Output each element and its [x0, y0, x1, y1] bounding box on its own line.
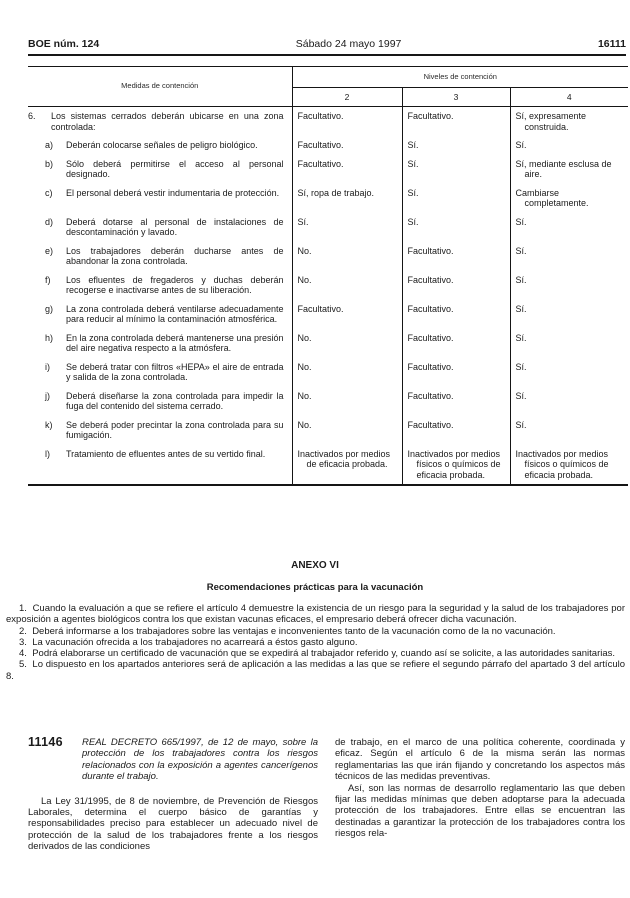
measure-text: Sólo deberá permitirse el acceso al personal designado. [66, 158, 284, 179]
anexo-subtitle: Recomendaciones prácticas para la vacunación [206, 582, 424, 593]
level4-cell: Sí. [510, 387, 628, 416]
anexo-paragraph: 4. Podrá elaborarse un certificado de vacunación que se expedirá al trabajador referido y, cuando así se solicite, a las autoridades sanitarias. [19, 648, 616, 660]
level3-cell: Facultativo. [402, 329, 510, 358]
boe-page-number: 16111 [597, 38, 626, 50]
level4-cell: Sí. [510, 416, 628, 445]
level3-cell: Inactivados por medios físicos o químicos de eficacia probada. [402, 445, 510, 486]
level3-cell: Sí. [402, 184, 510, 213]
table-row [28, 329, 628, 358]
table-row [28, 184, 628, 213]
body-paragraph: de trabajo, en el marco de una política coherente, coordinada y eficaz. Según el artículo 6 de la misma serán las normas reglamentarias las que irán fijando y concretando los aspectos más técnicos de las medidas preventivas. [335, 737, 625, 783]
table-row [28, 445, 628, 486]
level2-cell: Facultativo. [292, 300, 402, 329]
level3-cell: Facultativo. [402, 358, 510, 387]
boe-issue-label: BOE núm. 124 [28, 38, 100, 50]
table-row [28, 358, 628, 387]
measure-text: Los sistemas cerrados deberán ubicarse en una zona controlada: [51, 111, 284, 132]
measure-text: En la zona controlada deberá mantenerse una presión del aire negativa respecto a la atmósfera. [66, 332, 284, 353]
table-row [28, 136, 628, 155]
table-row [28, 213, 628, 242]
level2-cell: Sí. [292, 213, 402, 242]
measure-text: Los trabajadores deberán ducharse antes de abandonar la zona controlada. [66, 245, 284, 266]
anexo-paragraph: 2. Deberá informarse a los trabajadores sobre las ventajas e inconvenientes tanto de la vacunación como de la no vacunación. [19, 625, 556, 637]
level3-cell: Facultativo. [402, 416, 510, 445]
level3-cell: Sí. [402, 213, 510, 242]
level4-cell: Sí. [510, 136, 628, 155]
decree-number: 11146 [28, 735, 63, 749]
measure-number: l) [45, 448, 50, 459]
level4-cell: Sí. [510, 300, 628, 329]
anexo-paragraph: 5. Lo dispuesto en los apartados anteriores será de aplicación a las medidas a las que se refiere el segundo párrafo del apartado 3 del artículo 8. [6, 659, 625, 682]
body-paragraph: Así, son las normas de desarrollo reglamentario las que deben fijar las medidas mínimas que deben adoptarse para la adecuada protección de los trabajadores. Entre ellas se encuentran las destinadas a garantizar la protección de los trabajadores contra los riesgos rela- [335, 782, 625, 840]
level2-cell: Facultativo. [292, 136, 402, 155]
decree-title: REAL DECRETO 665/1997, de 12 de mayo, sobre la protección de los trabajadores contra los riesgos relacionados con la exposición a agentes cancerígenos durante el trabajo. [82, 737, 318, 783]
level4-cell: Sí, expresamente construida. [510, 107, 628, 137]
level4-cell: Sí. [510, 213, 628, 242]
table-row [28, 107, 628, 137]
level4-cell: Sí. [510, 271, 628, 300]
containment-measures-table [28, 66, 628, 486]
level2-cell: No. [292, 242, 402, 271]
measure-text: La zona controlada deberá ventilarse adecuadamente para reducir al mínimo la contaminación atmosférica. [66, 303, 284, 324]
level3-cell: Facultativo. [402, 242, 510, 271]
table-row [28, 416, 628, 445]
measure-number: j) [45, 390, 50, 401]
level4-cell: Inactivados por medios físicos o químicos de eficacia probada. [510, 445, 628, 486]
measure-text: Los efluentes de fregaderos y duchas deberán recogerse e inactivarse antes de su liberación. [66, 274, 284, 295]
col-header-measures: Medidas de contención [28, 67, 292, 107]
anexo-vi-section [0, 560, 630, 682]
level4-cell: Sí, mediante esclusa de aire. [510, 155, 628, 184]
level3-cell: Sí. [402, 155, 510, 184]
measure-number: e) [45, 245, 54, 256]
level2-cell: No. [292, 329, 402, 358]
level3-cell: Sí. [402, 136, 510, 155]
table-row [28, 300, 628, 329]
level2-cell: Facultativo. [292, 107, 402, 137]
level2-cell: No. [292, 416, 402, 445]
level2-cell: No. [292, 271, 402, 300]
measure-text: Deberá diseñarse la zona controlada para impedir la fuga del contenido del sistema cerrado. [66, 390, 284, 411]
measure-number: h) [45, 332, 54, 343]
level4-cell: Cambiarse completamente. [510, 184, 628, 213]
col-header-level-4: 4 [510, 87, 628, 107]
table-row [28, 242, 628, 271]
measure-text: Deberá dotarse al personal de instalaciones de descontaminación y lavado. [66, 216, 284, 237]
anexo-title: ANEXO VI [291, 560, 339, 571]
measure-text: Deberán colocarse señales de peligro biológico. [66, 140, 258, 150]
measure-text: Se deberá poder precintar la zona controlada para su fumigación. [66, 419, 284, 440]
measure-number: c) [45, 187, 53, 198]
col-header-level-2: 2 [292, 87, 402, 107]
table-row [28, 271, 628, 300]
level3-cell: Facultativo. [402, 271, 510, 300]
anexo-paragraph: 1. Cuando la evaluación a que se refiere el artículo 4 demuestre la existencia de un riesgo para la seguridad y la salud de los trabajadores por exposición a agentes biológicos contra los que existan vacunas eficaces, el empresario deberá ofrecer dicha vacunación. [6, 603, 625, 626]
right-column [335, 737, 625, 853]
table-row [28, 155, 628, 184]
measure-text: El personal deberá vestir indumentaria de protección. [66, 187, 280, 198]
level2-cell: Sí, ropa de trabajo. [292, 184, 402, 213]
level3-cell: Facultativo. [402, 300, 510, 329]
col-header-levels: Niveles de contención [292, 67, 628, 88]
measure-number: g) [45, 303, 54, 314]
decree-section [28, 737, 625, 853]
level2-cell: No. [292, 358, 402, 387]
level4-cell: Sí. [510, 242, 628, 271]
table-row [28, 387, 628, 416]
level4-cell: Sí. [510, 329, 628, 358]
anexo-paragraph: 3. La vacunación ofrecida a los trabajadores no acarreará a éstos gasto alguno. [19, 636, 358, 648]
col-header-level-3: 3 [402, 87, 510, 107]
measure-text: Tratamiento de efluentes antes de su vertido final. [66, 448, 266, 459]
level2-cell: No. [292, 387, 402, 416]
measure-text: Se deberá tratar con filtros «HEPA» el aire de entrada y salida de la zona controlada. [66, 361, 284, 382]
level2-cell: Inactivados por medios de eficacia probada. [292, 445, 402, 486]
page-header [28, 38, 626, 56]
level3-cell: Facultativo. [402, 387, 510, 416]
measure-number: i) [45, 361, 50, 372]
level4-cell: Sí. [510, 358, 628, 387]
boe-date-label: Sábado 24 mayo 1997 [295, 38, 402, 50]
measure-number: d) [45, 216, 54, 227]
measure-number: f) [45, 274, 51, 285]
measure-number: b) [45, 158, 54, 169]
measure-number: a) [45, 140, 54, 150]
measure-number: 6. [28, 111, 36, 121]
left-column [28, 737, 318, 853]
measure-number: k) [45, 419, 53, 430]
level3-cell: Facultativo. [402, 107, 510, 137]
level2-cell: Facultativo. [292, 155, 402, 184]
body-paragraph: La Ley 31/1995, de 8 de noviembre, de Prevención de Riesgos Laborales, determina el cuerpo básico de garantías y responsabilidades preciso para establecer un adecuado nivel de protección de la salud de los trabajadores frente a los riesgos derivados de las condiciones [28, 795, 318, 853]
